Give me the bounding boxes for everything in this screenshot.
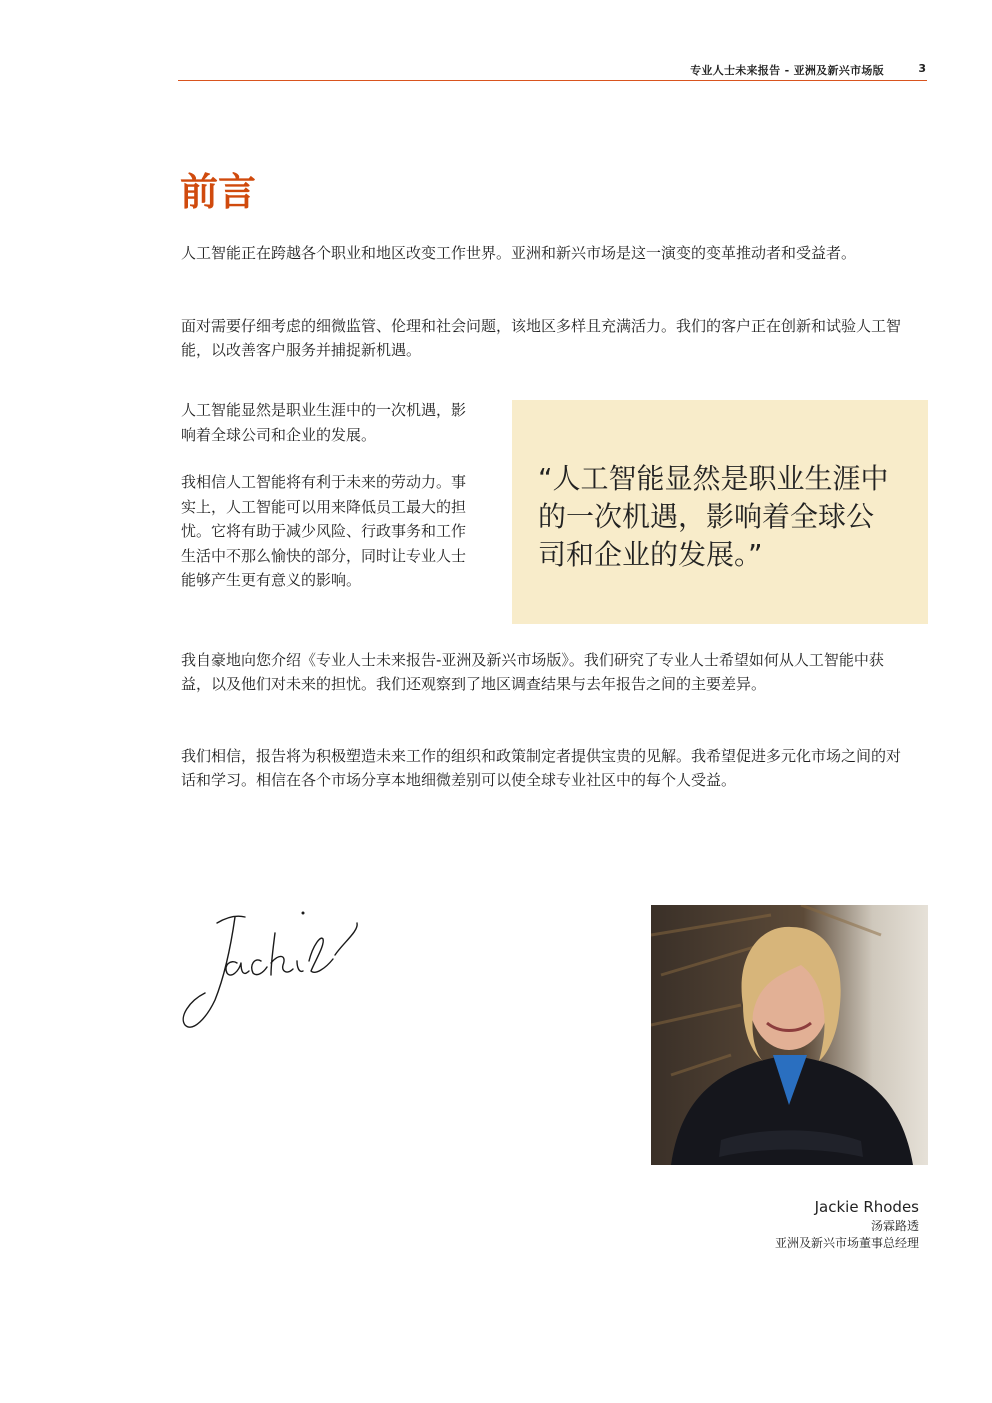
intro-paragraph: 人工智能正在跨越各个职业和地区改变工作世界。亚洲和新兴市场是这一演变的变革推动者和受益者。 <box>181 244 857 262</box>
handwritten-signature <box>175 905 375 1035</box>
page-title: 前言 <box>180 170 257 214</box>
workforce-paragraph: 我相信人工智能将有利于未来的劳动力。事实上，人工智能可以用来降低员工最大的担忧。它将有助于减少风险、行政事务和工作生活中不那么愉快的部分，同时让专业人士能够产生更有意义的影响。 <box>181 473 467 589</box>
header-divider <box>178 80 927 81</box>
person-name: Jackie Rhodes <box>814 1198 919 1216</box>
opportunity-paragraph: 人工智能显然是职业生涯中的一次机遇，影响着全球公司和企业的发展。 <box>181 401 467 444</box>
report-title: 专业人士未来报告 - 亚洲及新兴市场版 <box>690 64 884 77</box>
portrait-image <box>651 905 928 1165</box>
person-chinese-name: 汤霖路透 <box>870 1219 919 1233</box>
person-role: 亚洲及新兴市场董事总经理 <box>774 1236 919 1250</box>
report-intro-paragraph: 我自豪地向您介绍《专业人士未来报告-亚洲及新兴市场版》。我们研究了专业人士希望如何从人工智能中获益，以及他们对未来的担忧。我们还观察到了地区调查结果与去年报告之间的主要差异。 <box>181 651 884 693</box>
pull-quote-text: “人工智能显然是职业生涯中的一次机遇，影响着全球公司和企业的发展。” <box>538 462 889 571</box>
page-number: 3 <box>918 62 926 75</box>
closing-paragraph: 我们相信，报告将为积极塑造未来工作的组织和政策制定者提供宝贵的见解。我希望促进多元化市场之间的对话和学习。相信在各个市场分享本地细微差别可以使全球专业社区中的每个人受益。 <box>181 747 902 789</box>
portrait-photo <box>651 905 928 1165</box>
region-paragraph: 面对需要仔细考虑的细微监管、伦理和社会问题，该地区多样且充满活力。我们的客户正在创新和试验人工智能，以改善客户服务并捕捉新机遇。 <box>181 317 902 359</box>
signature-drawing <box>175 905 375 1035</box>
pull-quote-box <box>512 400 928 624</box>
